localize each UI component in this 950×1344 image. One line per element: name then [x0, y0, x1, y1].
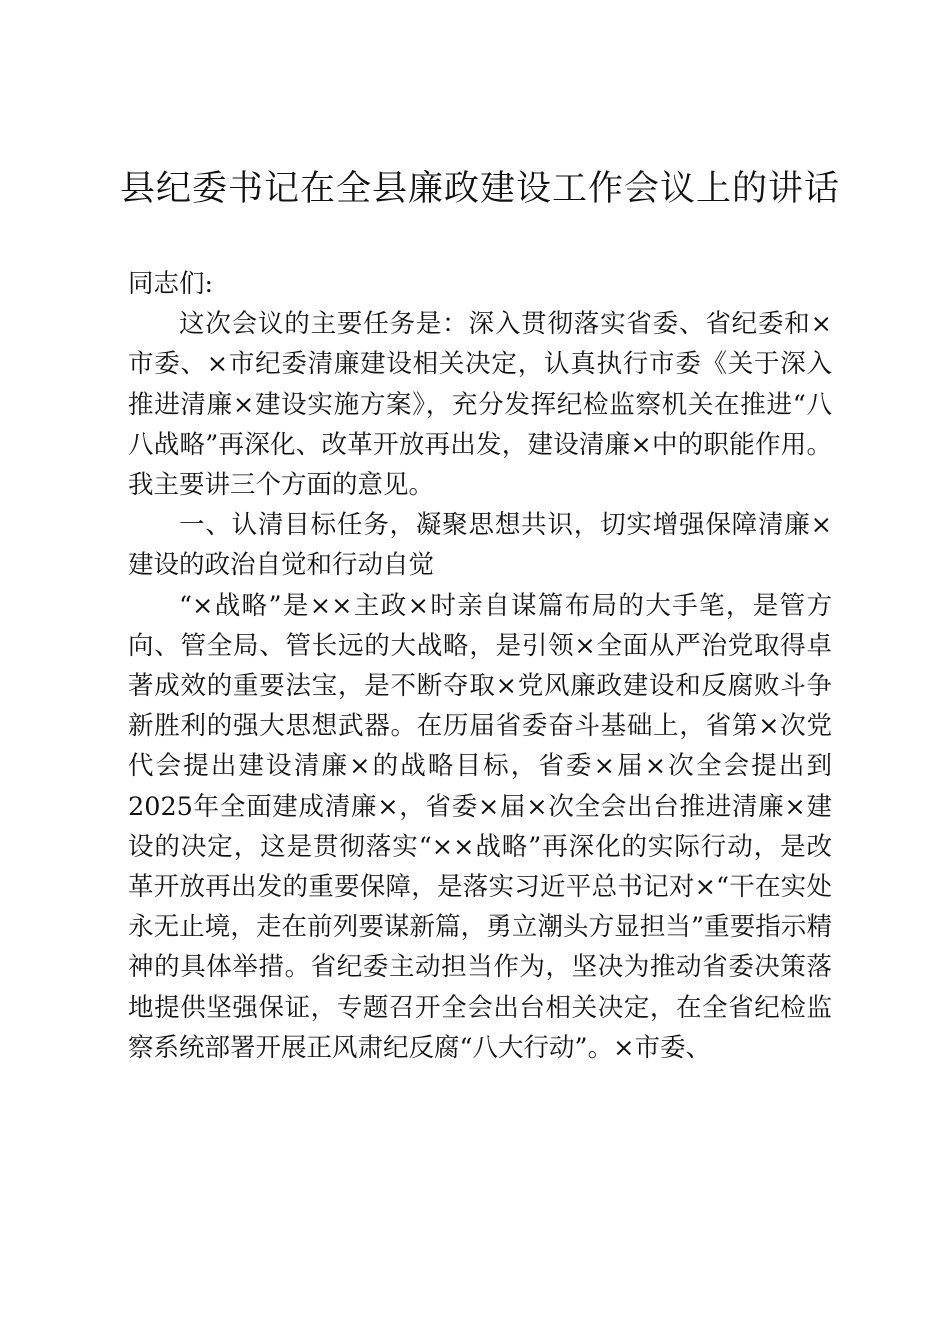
document-body — [128, 264, 832, 1068]
paragraph-intro: 这次会议的主要任务是：深入贯彻落实省委、省纪委和×市委、×市纪委清廉建设相关决定，认真执行市委《关于深入推进清廉×建设实施方案》，充分发挥纪检监察机关在推进“八八战略”再深化、改革开放再出发，建设清廉×中的职能作用。我主要讲三个方面的意见。 — [128, 309, 832, 501]
salutation: 同志们: — [128, 269, 214, 299]
document-title: 县纪委书记在全县廉政建设工作会议上的讲话 — [119, 169, 840, 209]
paragraph-strategy: “×战略”是××主政×时亲自谋篇布局的大手笔，是管方向、管全局、管长远的大战略，是引领×全面从严治党取得卓著成效的重要法宝，是不断夺取×党风廉政建设和反腐败斗争新胜利的强大思想武器。在历届省委奋斗基础上，省第×次党代会提出建设清廉×的战略目标，省委×届×次全会提出到2025年全面建成清廉×，省委×届×次全会出台推进清廉×建设的决定，这是贯彻落实“××战略”再深化的实际行动，是改革开放再出发的重要保障，是落实习近平总书记对×“干在实处永无止境，走在前列要谋新篇，勇立潮头方显担当”重要指示精神的具体举措。省纪委主动担当作为，坚决为推动省委决策落地提供坚强保证，专题召开全会出台相关决定，在全省纪检监察系统部署开展正风肃纪反腐“八大行动”。×市委、 — [128, 590, 832, 1063]
section-heading-1: 一、认清目标任务，凝聚思想共识，切实增强保障清廉×建设的政治自觉和行动自觉 — [128, 510, 832, 581]
